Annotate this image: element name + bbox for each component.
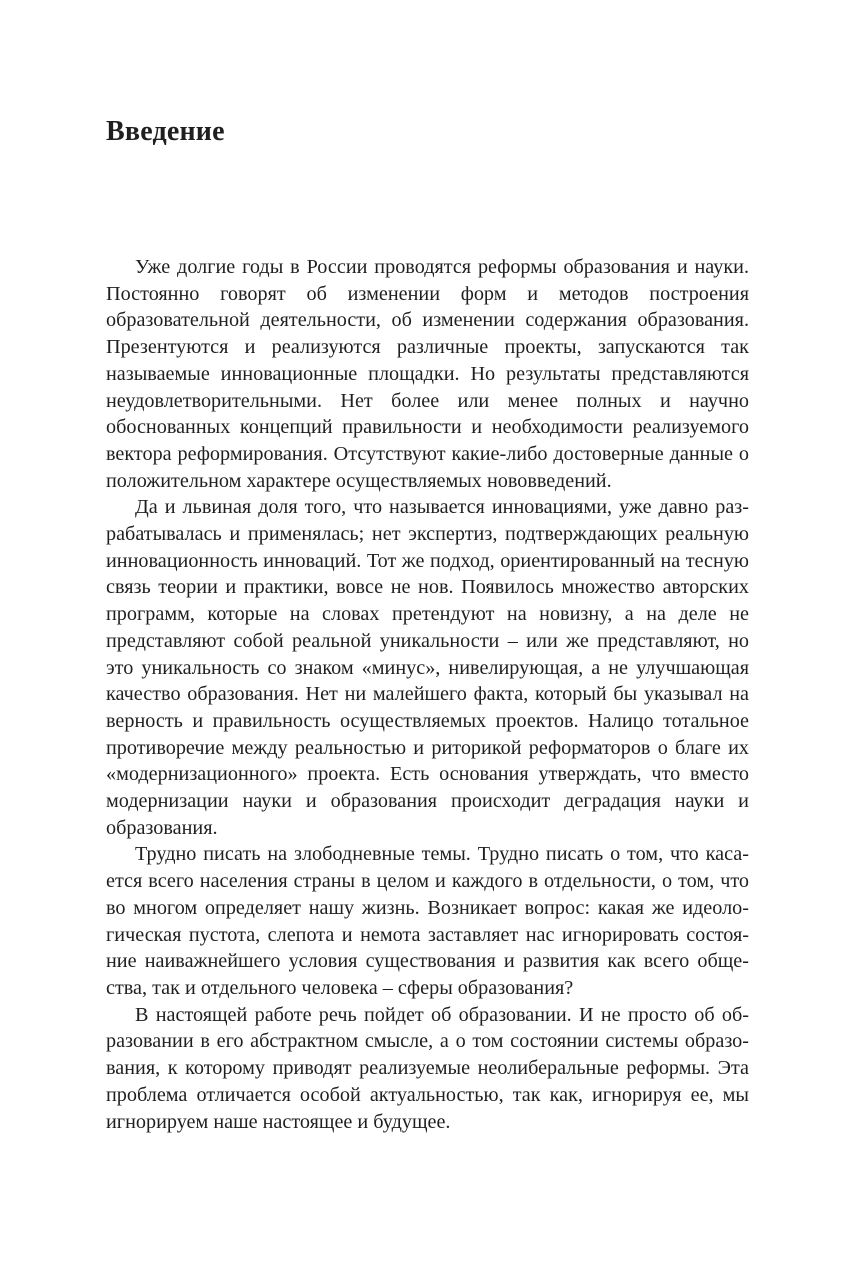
chapter-body bbox=[106, 254, 749, 1135]
paragraph-4: В настоящей работе речь пойдет об образовании. И не просто об образовании в его абстрактном смысле, а о том состоянии системы образования, к которому приводят реализуемые неолиберальные реформы. Эта проблема отличается особой актуальностью, так как, игнорируя ее, мы игнорируем наше настоящее и будущее. bbox=[106, 1003, 749, 1133]
paragraph-3: Трудно писать на злободневные темы. Трудно писать о том, что касается всего населения страны в целом и каждого в отдельности, о том, что во многом определяет нашу жизнь. Возникает вопрос: какая же идеологическая пустота, слепота и немота заставляет нас игнорировать состояние наиважнейшего условия существования и развития как всего общества, так и отдельного человека – сферы образования? bbox=[106, 843, 749, 999]
chapter-title: Введение bbox=[106, 116, 225, 147]
paragraph-1: Уже долгие годы в России проводятся реформы образования и науки. Постоянно говорят об изменении форм и методов построения образовательной деятельности, об изменении содержания образования. Презентуются и реализуются различные проекты, запускаются так называемые инновационные площадки. Но результаты представляются неудовлетворительными. Нет более или менее полных и научно обоснованных концепций правильности и необходимости реализуемого вектора реформирования. Отсутствуют какие-либо достоверные данные о положительном характере осуществляемых нововведений. bbox=[106, 256, 749, 492]
paragraph-2: Да и львиная доля того, что называется инновациями, уже давно разрабатывалась и применялась; нет экспертиз, подтверждающих реальную инновационность инноваций. Тот же подход, ориентированный на тесную связь теории и практики, вовсе не нов. Появилось множество авторских программ, которые на словах претендуют на новизну, а на деле не представляют собой реальной уникальности – или же представляют, но это уникальность со знаком «минус», нивелирующая, а не улучшающая качество образования. Нет ни малейшего факта, который бы указывал на верность и правильность осуществляемых проектов. Налицо тотальное противоречие между реальностью и риторикой реформаторов о благе их «модернизационного» проекта. Есть основания утверждать, что вместо модернизации науки и образования происходит деградация науки и образования. bbox=[106, 496, 749, 839]
